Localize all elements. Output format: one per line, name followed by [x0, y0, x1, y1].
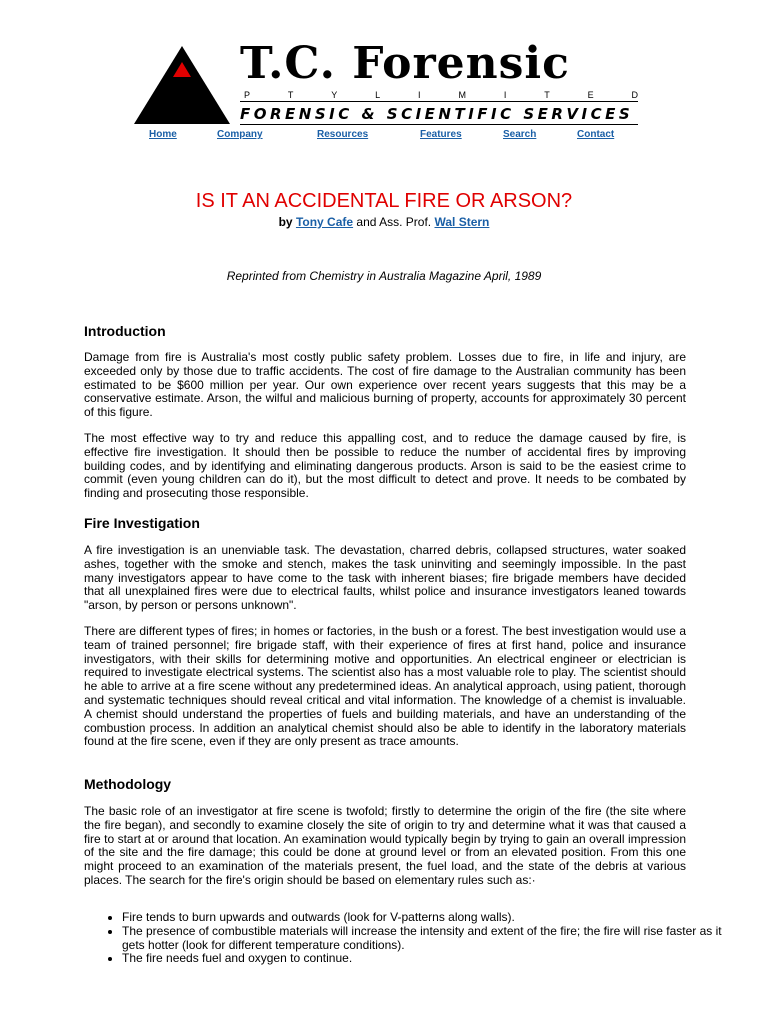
list-item: • Fire tends to burn upwards and outwards (look for V-patterns along walls). [122, 911, 724, 925]
by-prefix: by [278, 215, 293, 229]
nav-contact[interactable]: Contact [577, 129, 615, 140]
reprint-note: Reprinted from Chemistry in Australia Magazine April, 1989 [226, 269, 542, 283]
brand-pty-limited [244, 90, 638, 100]
section-heading-fire-investigation: Fire Investigation [84, 515, 200, 531]
brand-tagline: FORENSIC & SCIENTIFIC SERVICES [240, 105, 634, 123]
fire-investigation-paragraph-2 [84, 625, 686, 749]
brand-name: T.C. Forensic [240, 38, 570, 89]
origin-rules-list [84, 911, 724, 966]
methodology-paragraph-1 [84, 805, 686, 888]
author-link-wal-stern[interactable]: Wal Stern [434, 215, 490, 229]
fire-investigation-paragraph-1 [84, 544, 686, 613]
paragraph-text: Damage from fire is Australia's most costly public safety problem. Losses due to fire, in life and injury, are exceeded only by those due to traffic accidents. The cost of fire damage to the Australian community has been estimated to be $600 million per year. Our own experience over recent years suggests that this may be a conservative estimate. Arson, the wilful and malicious burning of property, accounts for approximately 30 percent of this figure. [84, 350, 686, 420]
pty-letter: I [503, 90, 507, 100]
author-link-tony-cafe[interactable]: Tony Cafe [295, 215, 354, 229]
main-nav [0, 129, 768, 143]
list-item: • The presence of combustible materials will increase the intensity and extent of the fire; the fire will rise faster as it gets hotter (look for different temperature conditions). [122, 925, 724, 953]
nav-company[interactable]: Company [217, 129, 263, 140]
logo-divider [240, 101, 638, 102]
nav-search[interactable]: Search [503, 129, 537, 140]
byline [0, 215, 768, 229]
section-heading-introduction: Introduction [84, 323, 166, 339]
logo-divider-bottom [240, 124, 638, 125]
paragraph-text: There are different types of fires; in homes or factories, in the bush or a forest. The best investigation would use a team of trained personnel; fire brigade staff, with their experience of fires at first hand, police and insurance investigators, with their skills for determining motive and opportunities. An electrical engineer or electrician is required to investigate electrical systems. The scientist also has a most valuable role to play. The scientist should he able to arrive at a fire scene without any predetermined ideas. An analytical approach, using patient, thorough and systematic techniques should reveal critical and vital information. The knowledge of a chemist is invaluable. A chemist should understand the properties of fuels and building materials, and have an understanding of the combustion process. In addition an analytical chemist should also be able to identify in the laboratory materials found at the fire scene, even if they are only present as trace amounts. [84, 624, 686, 749]
paragraph-text: The most effective way to try and reduce this appalling cost, and to reduce the damage caused by fire, is effective fire investigation. It should then be possible to reduce the number of accidental fires by improving building codes, and by identifying and eliminating dangerous products. Arson is said to be the easiest crime to commit (even young children can do it), but the most difficult to detect and prove. It needs to be combated by finding and prosecuting those responsible. [84, 431, 686, 501]
nav-features[interactable]: Features [420, 129, 462, 140]
pty-letter: L [375, 90, 381, 100]
pty-letter: E [587, 90, 594, 100]
pty-letter: T [287, 90, 294, 100]
byline-and: and Ass. Prof. [356, 215, 432, 229]
pty-letter: M [458, 90, 466, 100]
pty-letter: I [418, 90, 421, 100]
list-item: • The fire needs fuel and oxygen to continue. [122, 952, 724, 966]
introduction-paragraph-1 [84, 351, 686, 420]
pty-letter: Y [331, 90, 338, 100]
pty-letter: T [544, 90, 550, 100]
section-heading-methodology: Methodology [84, 776, 172, 792]
introduction-paragraph-2 [84, 432, 686, 501]
article-title: IS IT AN ACCIDENTAL FIRE OR ARSON? [195, 190, 573, 213]
pty-letter: P [244, 90, 251, 100]
nav-home[interactable]: Home [149, 129, 177, 140]
pty-letter: D [631, 90, 638, 100]
paragraph-text: A fire investigation is an unenviable task. The devastation, charred debris, collapsed structures, water soaked ashes, together with the smoke and stench, makes the task uninviting and seemingly impossible. In the past many investigators appear to have come to the task with inherent biases; fire brigade members have decided that all unexplained fires were due to electrical faults, whilst police and insurance investigators leaned towards "arson, by person or persons unknown". [84, 543, 686, 613]
paragraph-text: The basic role of an investigator at fire scene is twofold; firstly to determine the origin of the fire (the site where the fire began), and secondly to examine closely the site of origin to try and determine what it was that caused a fire to start at or around that location. An examination would typically begin by trying to gain an overall impression of the site and the fire damage; this could be done at ground level or from an elevated position. From this one might proceed to an examination of the materials present, the fuel load, and the state of the debris at various places. The search for the fire's origin should be based on elementary rules such as:· [84, 804, 686, 887]
nav-resources[interactable]: Resources [317, 129, 369, 140]
